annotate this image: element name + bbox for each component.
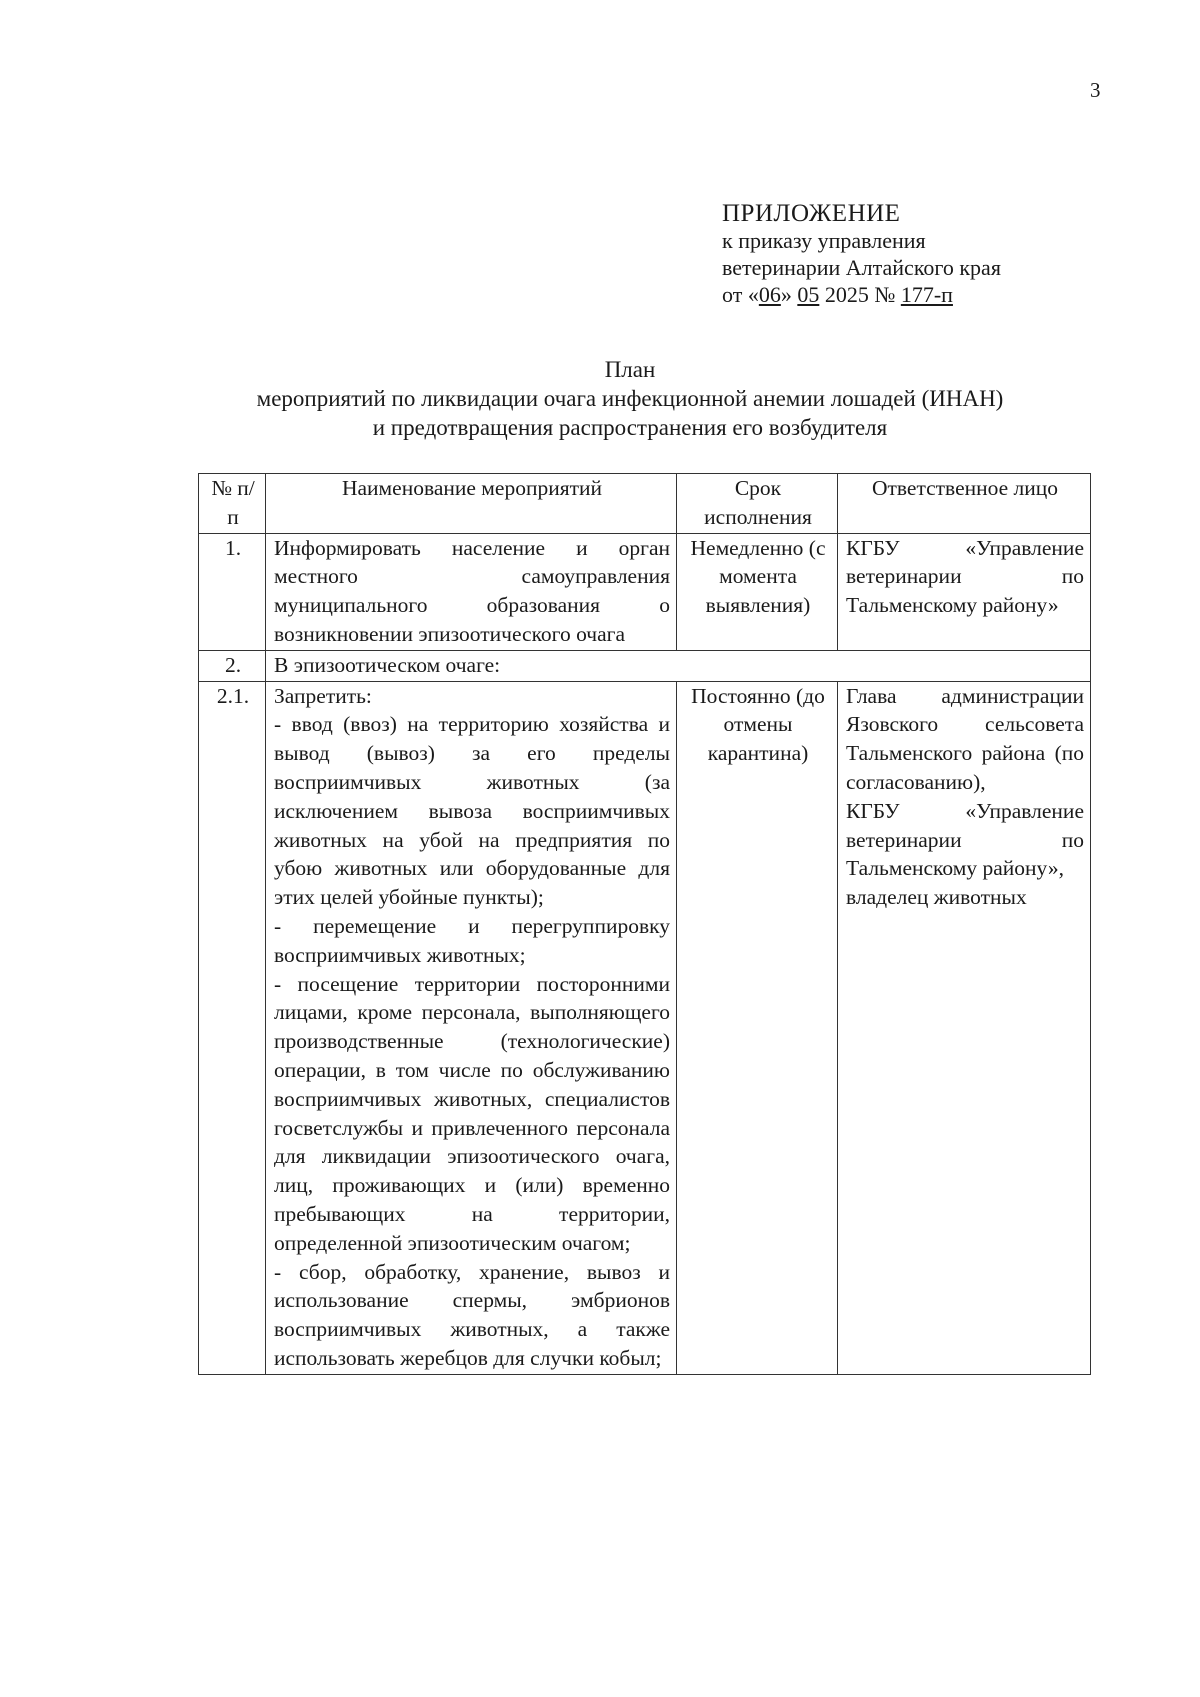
header-num: № п/п	[199, 474, 266, 534]
order-month: 05	[797, 282, 820, 307]
table-row	[199, 533, 1091, 650]
header-responsible: Ответственное лицо	[838, 474, 1091, 534]
date-mid: »	[780, 282, 798, 307]
appendix-date-line	[722, 281, 1001, 308]
row-name: Информировать население и орган местного самоуправления муниципального образования о возникновении эпизоотического очага	[266, 533, 677, 650]
plan-title-line-1: План	[604, 357, 656, 382]
header-name: Наименование мероприятий	[266, 474, 677, 534]
order-year-no: 2025 №	[819, 282, 901, 307]
row-num: 2.1.	[199, 681, 266, 1374]
row-term: Немедленно (с момента выявления)	[677, 533, 838, 650]
row-responsible: Глава администрации Язовского сельсовета Тальменского района (по согласованию), КГБУ «Управление ветеринарии по Тальменскому району», владелец животных	[838, 681, 1091, 1374]
appendix-heading: ПРИЛОЖЕНИЕ	[722, 200, 901, 227]
header-term: Срок исполнения	[677, 474, 838, 534]
row-term: Постоянно (до отмены карантина)	[677, 681, 838, 1374]
table-row	[199, 650, 1091, 681]
date-prefix: от «	[722, 282, 759, 307]
plan-title	[200, 355, 1060, 442]
appendix-block	[722, 200, 1001, 308]
plan-title-line-2: мероприятий по ликвидации очага инфекционной анемии лошадей (ИНАН)	[256, 386, 1004, 411]
row-num: 1.	[199, 533, 266, 650]
page-number: 3	[1090, 78, 1101, 102]
appendix-line-2: ветеринарии Алтайского края	[722, 255, 1001, 280]
row-num: 2.	[199, 650, 266, 681]
table-header-row	[199, 474, 1091, 534]
row-name: В эпизоотическом очаге:	[266, 650, 1091, 681]
row-responsible: КГБУ «Управление ветеринарии по Тальменскому району»	[838, 533, 1091, 650]
plan-table	[198, 473, 1091, 1375]
appendix-line-1: к приказу управления	[722, 228, 926, 253]
plan-title-line-3: и предотвращения распространения его возбудителя	[372, 415, 888, 440]
order-number: 177-п	[900, 282, 953, 307]
order-day: 06	[758, 282, 781, 307]
row-name: Запретить: - ввод (ввоз) на территорию хозяйства и вывод (вывоз) за его пределы восприимчивых животных (за исключением вывоза восприимчивых животных на убой на предприятия по убою животных или оборудованные для этих целей убойные пункты); - перемещение и перегруппировку восприимчивых животных; - посещение территории посторонними лицами, кроме персонала, выполняющего производственные (технологические) операции, в том числе по обслуживанию восприимчивых животных, специалистов госветслужбы и привлеченного персонала для ликвидации эпизоотического очага, лиц, проживающих и (или) временно пребывающих на территории, определенной эпизоотическим очагом; - сбор, обработку, хранение, вывоз и использование спермы, эмбрионов восприимчивых животных, а также использовать жеребцов для случки кобыл;	[266, 681, 677, 1374]
table-row	[199, 681, 1091, 1374]
